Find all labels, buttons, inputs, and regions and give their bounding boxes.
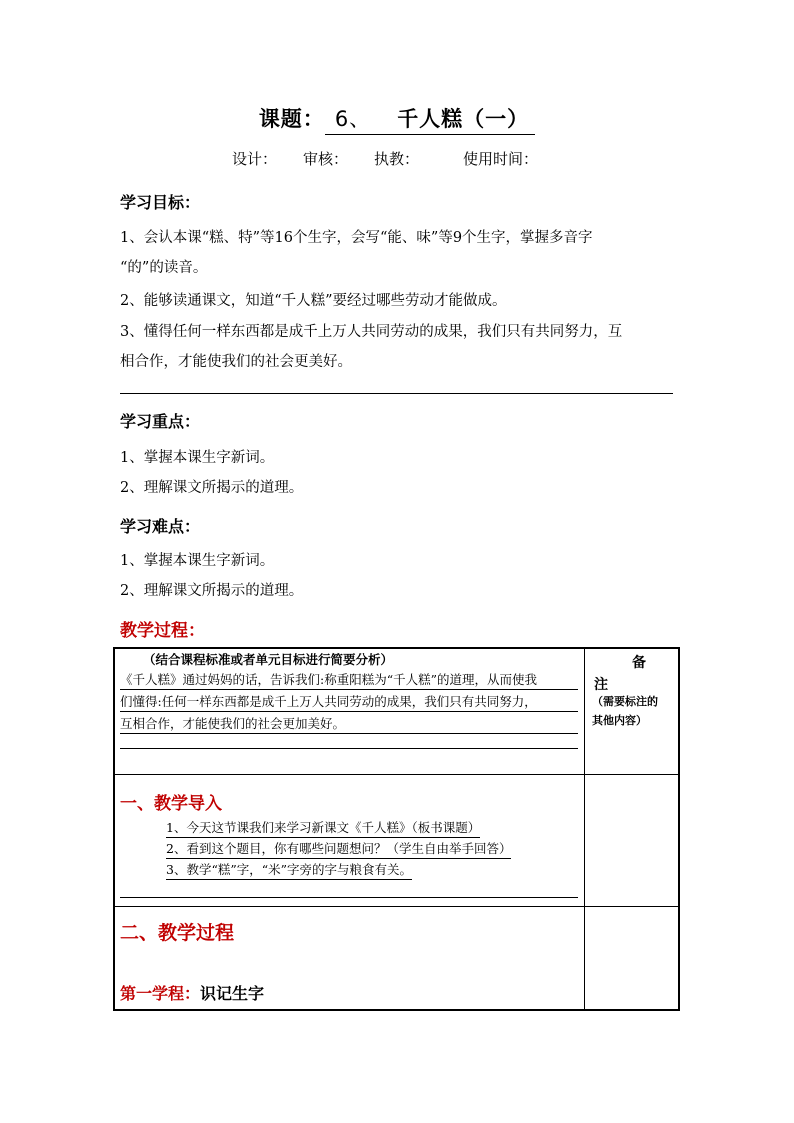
- title-underlined: [325, 103, 535, 135]
- section-1-item-2: 2、看到这个题目，你有哪些问题想问？（学生自由举手回答）: [166, 840, 511, 859]
- objective-3-line-1: 3、懂得任何一样东西都是成千上万人共同劳动的成果，我们只有共同努力，互: [120, 324, 623, 340]
- notes-title-1: 备: [632, 655, 646, 671]
- notes-sub-1: （需要标注的: [592, 695, 658, 708]
- difficulties-heading: 学习难点：: [120, 517, 201, 536]
- objective-1-line-2: “的”的读音。: [120, 260, 208, 276]
- section-2-heading: 二、教学过程: [120, 922, 235, 944]
- key-point-2: 2、理解课文所揭示的道理。: [120, 480, 304, 496]
- objectives-heading: 学习目标：: [120, 193, 201, 212]
- objective-1-line-1: 1、会认本课“糕、特”等16个生字，会写“能、味”等9个生字，掌握多音字: [120, 230, 593, 246]
- step-1: [120, 981, 264, 1004]
- meta-design: 设计：: [232, 150, 278, 168]
- analysis-blank-line: [120, 748, 578, 749]
- title-name: 千人糕（一）: [397, 107, 530, 131]
- analysis-line-3: 互相合作，才能使我们的社会更加美好。: [120, 715, 578, 734]
- step-1-label: 第一学程：: [120, 984, 201, 1003]
- analysis-heading: （结合课程标准或者单元目标进行简要分析）: [143, 652, 394, 667]
- key-points-heading: 学习重点：: [120, 412, 201, 431]
- analysis-line-1: 《千人糕》通过妈妈的话，告诉我们:称重阳糕为“千人糕”的道理，从而使我: [120, 671, 578, 690]
- meta-line: [232, 148, 538, 169]
- meta-time: 使用时间：: [463, 150, 539, 168]
- section-1-blank-line: [120, 897, 578, 898]
- notes-sub-2: 其他内容）: [592, 714, 647, 727]
- analysis-line-2: 们懂得:任何一样东西都是成千上万人共同劳动的成果，我们只有共同努力，: [120, 693, 578, 712]
- table-row-divider-1: [113, 774, 680, 775]
- title-prefix: 课题：: [258, 107, 325, 131]
- table-column-divider: [584, 647, 585, 1011]
- title-number: 6、: [334, 107, 372, 131]
- meta-teach: 执教：: [374, 150, 420, 168]
- meta-review: 审核：: [303, 150, 349, 168]
- objective-3-line-2: 相合作，才能使我们的社会更美好。: [120, 354, 352, 370]
- page-title: [0, 103, 794, 135]
- step-1-text: 识记生字: [200, 984, 265, 1003]
- notes-title-2: 注: [594, 677, 608, 693]
- table-row-divider-2: [113, 906, 680, 907]
- section-1-item-3: 3、教学“糕”字，“米”字旁的字与粮食有关。: [166, 861, 412, 880]
- key-point-1: 1、掌握本课生字新词。: [120, 450, 275, 466]
- difficulty-1: 1、掌握本课生字新词。: [120, 553, 275, 569]
- divider: [120, 393, 673, 394]
- difficulty-2: 2、理解课文所揭示的道理。: [120, 583, 304, 599]
- section-1-item-1: 1、今天这节课我们来学习新课文《千人糕》（板书课题）: [166, 819, 480, 838]
- section-1-heading: 一、教学导入: [120, 794, 222, 814]
- objective-2: 2、能够读通课文，知道“千人糕”要经过哪些劳动才能做成。: [120, 293, 507, 309]
- process-heading: 教学过程：: [120, 621, 205, 641]
